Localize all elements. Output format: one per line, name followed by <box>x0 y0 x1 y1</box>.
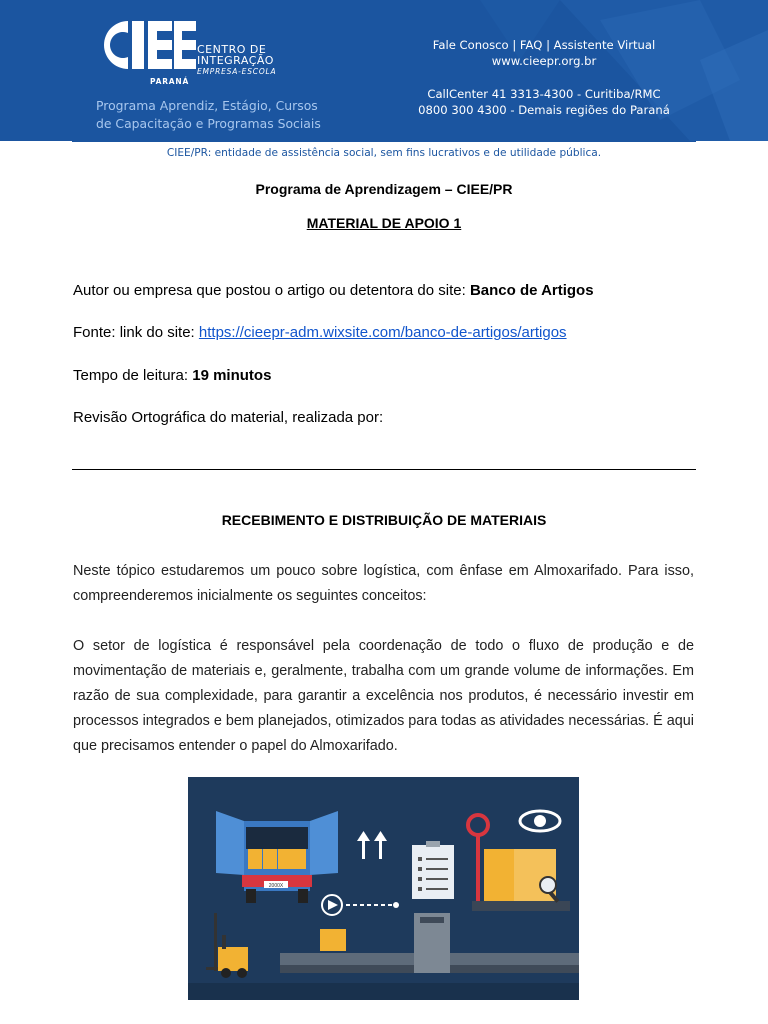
author-label: Autor ou empresa que postou o artigo ou detentora do site: <box>73 282 470 299</box>
author-line <box>73 282 594 299</box>
program-title: Programa de Aprendizagem – CIEE/PR <box>255 181 513 197</box>
programs-line1: Programa Aprendiz, Estágio, Cursos <box>96 98 318 113</box>
logistics-illustration <box>188 777 579 1000</box>
time-label: Tempo de leitura: <box>73 367 193 384</box>
programs-text <box>96 97 321 133</box>
paragraph-intro: Neste tópico estudaremos um pouco sobre logística, com ênfase em Almoxarifado. Para isso, compreenderemos inicialmente os seguintes conceitos: <box>73 563 694 604</box>
org-name-line2: INTEGRAÇÃO <box>197 54 274 67</box>
phone-other-text: 0800 300 4300 - Demais regiões do Paraná <box>418 103 670 117</box>
review-line: Revisão Ortográfica do material, realizada por: <box>73 409 384 426</box>
source-line <box>73 324 567 341</box>
paragraph-logistics: O setor de logística é responsável pela coordenação de todo o fluxo de produção e de movimentação de materiais e, geralmente, trabalha com um grande volume de informações. Em razão de sua complexidade, para garantir a excelência nos produtos, é necessário investir em processos integrados e bem planejados, otimizados para todas as atividades necessárias. É aqui que precisamos entender o papel do Almoxarifado. <box>73 638 694 754</box>
material-title: MATERIAL DE APOIO 1 <box>306 215 462 231</box>
signature-line <box>72 469 696 470</box>
author-value: Banco de Artigos <box>469 282 594 299</box>
reading-time-line <box>73 367 271 384</box>
callcenter-text: CallCenter 41 3313-4300 - Curitiba/RMC <box>427 87 661 101</box>
letterhead-banner <box>0 0 768 141</box>
tagline: CIEE/PR: entidade de assistência social, sem fins lucrativos e de utilidade pública. <box>166 147 602 159</box>
contact-links[interactable]: Fale Conosco | FAQ | Assistente Virtual <box>432 38 656 52</box>
programs-line2: de Capacitação e Programas Sociais <box>96 116 321 131</box>
header-divider <box>72 141 696 142</box>
clipboard-icon <box>412 841 454 899</box>
source-label: Fonte: link do site: <box>73 324 199 341</box>
org-name <box>197 44 276 77</box>
section-title: RECEBIMENTO E DISTRIBUIÇÃO DE MATERIAIS <box>221 512 547 528</box>
source-link[interactable]: https://cieepr-adm.wixsite.com/banco-de-artigos/artigos <box>198 324 567 341</box>
truck-plate: 2000X <box>268 883 284 889</box>
org-state: PARANÁ <box>150 77 190 86</box>
website-link[interactable]: www.cieepr.org.br <box>491 54 597 68</box>
time-value: 19 minutos <box>192 367 272 384</box>
ciee-logo-mark <box>96 15 196 75</box>
org-name-line3: EMPRESA-ESCOLA <box>197 67 277 76</box>
contact-block <box>405 37 683 118</box>
org-name-line1: CENTRO DE <box>197 43 267 56</box>
